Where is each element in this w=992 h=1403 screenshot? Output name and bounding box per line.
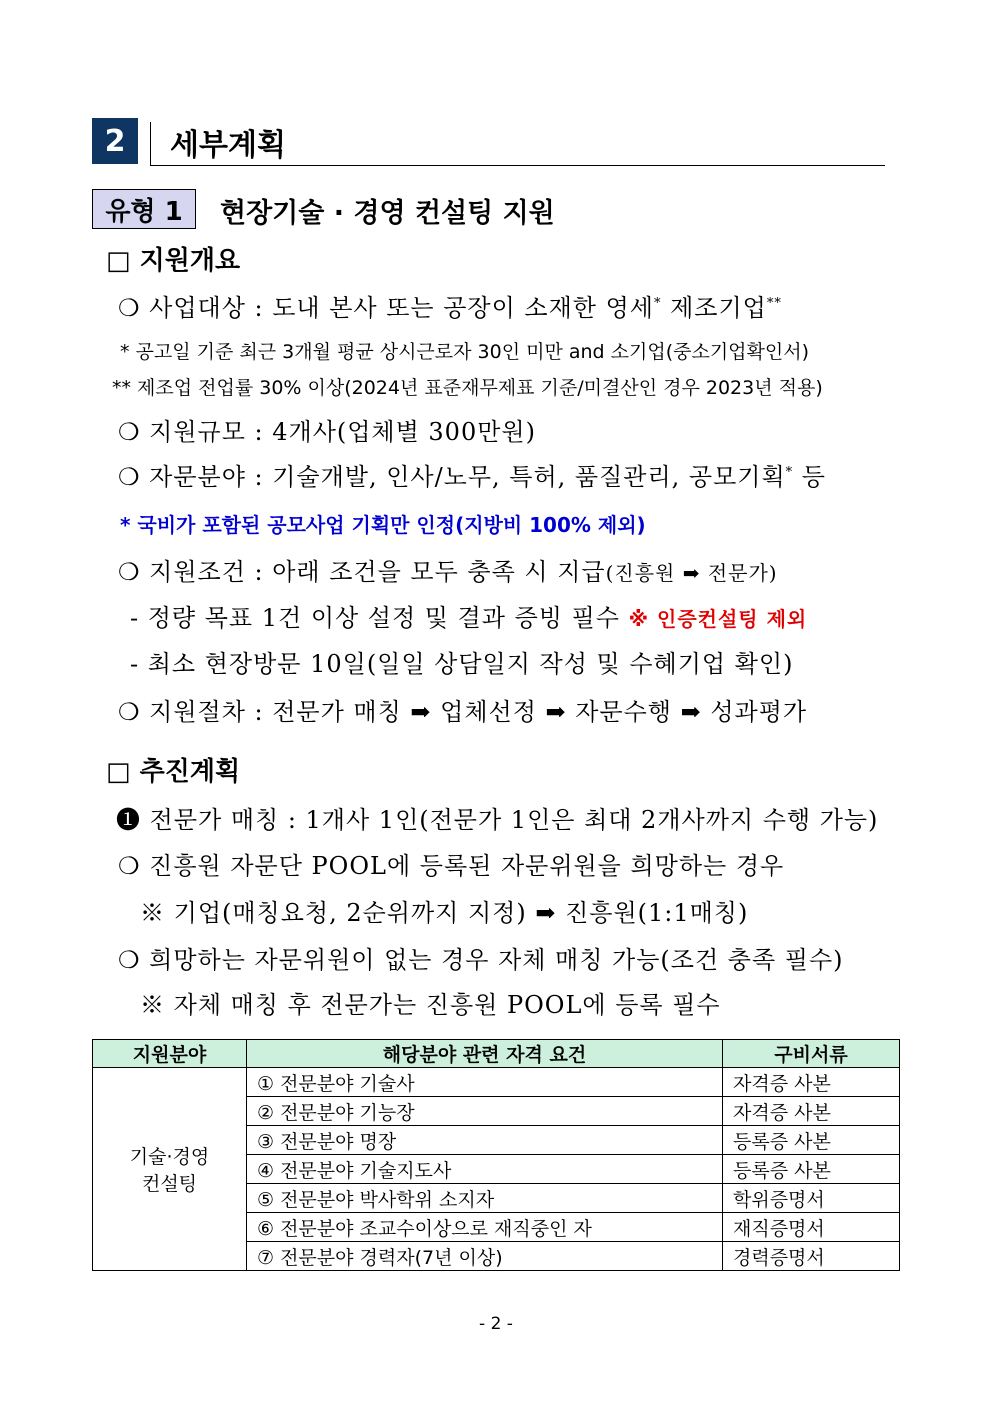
condition-line bbox=[118, 552, 778, 587]
footnote-mark: * bbox=[653, 296, 662, 311]
document-cell: 학위증명서 bbox=[723, 1184, 900, 1213]
text: 지원절차 : 전문가 매칭 ➡ 업체선정 ➡ 자문수행 ➡ 성과평가 bbox=[149, 698, 808, 726]
field-cell bbox=[93, 1068, 247, 1271]
scale-line bbox=[118, 412, 536, 447]
text: 지원규모 : 4개사(업체별 300만원) bbox=[149, 418, 536, 446]
type-badge: 유형 1 bbox=[92, 189, 196, 229]
column-header: 구비서류 bbox=[723, 1040, 900, 1068]
bullet-icon: ❍ bbox=[118, 463, 141, 491]
footnote-mark: ** bbox=[766, 296, 782, 311]
document-cell: 등록증 사본 bbox=[723, 1126, 900, 1155]
document-cell: 등록증 사본 bbox=[723, 1155, 900, 1184]
section-number: 2 bbox=[92, 118, 138, 164]
requirement-cell: ① 전문분야 기술사 bbox=[247, 1068, 723, 1097]
plan-item-3-note: ※ 자체 매칭 후 전문가는 진흥원 POOL에 등록 필수 bbox=[140, 991, 721, 1019]
column-header: 지원분야 bbox=[93, 1040, 247, 1068]
page-number: - 2 - bbox=[479, 1314, 513, 1334]
text: 등 bbox=[793, 463, 826, 491]
document-cell: 경력증명서 bbox=[723, 1242, 900, 1271]
procedure-line bbox=[118, 692, 807, 727]
column-header: 해당분야 관련 자격 요건 bbox=[247, 1040, 723, 1068]
plan-item-2-note: ※ 기업(매칭요청, 2순위까지 지정) ➡ 진흥원(1:1매칭) bbox=[140, 899, 749, 927]
text: 기술·경영 bbox=[129, 1146, 210, 1168]
plan-item-3 bbox=[118, 940, 844, 975]
field-line bbox=[118, 457, 826, 492]
bullet-icon: ❍ bbox=[118, 946, 141, 974]
qualification-table bbox=[92, 1039, 900, 1271]
text: - 정량 목표 1건 이상 설정 및 결과 증빙 필수 bbox=[130, 604, 629, 632]
table-row bbox=[93, 1068, 900, 1097]
footnote-mark: * bbox=[785, 465, 794, 480]
bullet-icon: ❍ bbox=[118, 294, 141, 322]
section-title: 세부계획 bbox=[170, 128, 286, 163]
type-title: 현장기술 · 경영 컨설팅 지원 bbox=[220, 198, 555, 229]
text: 사업대상 : 도내 본사 또는 공장이 소재한 영세 bbox=[149, 294, 654, 322]
bullet-icon: ❍ bbox=[118, 558, 141, 586]
requirement-cell: ④ 전문분야 기술지도사 bbox=[247, 1155, 723, 1184]
requirement-cell: ⑤ 전문분야 박사학위 소지자 bbox=[247, 1184, 723, 1213]
requirement-cell: ⑥ 전문분야 조교수이상으로 재직중인 자 bbox=[247, 1213, 723, 1242]
overview-heading: □ 지원개요 bbox=[106, 246, 241, 276]
plan-item-2 bbox=[118, 846, 784, 881]
number-icon: ❶ bbox=[116, 806, 141, 834]
document-cell: 재직증명서 bbox=[723, 1213, 900, 1242]
bullet-icon: ❍ bbox=[118, 418, 141, 446]
text: 희망하는 자문위원이 없는 경우 자체 매칭 가능(조건 충족 필수) bbox=[149, 946, 844, 974]
requirement-cell: ⑦ 전문분야 경력자(7년 이상) bbox=[247, 1242, 723, 1271]
divider bbox=[150, 165, 885, 166]
text: 진흥원 자문단 POOL에 등록된 자문위원을 희망하는 경우 bbox=[149, 852, 785, 880]
exception-note: ※ 인증컨설팅 제외 bbox=[628, 607, 808, 631]
text: 제조기업 bbox=[661, 294, 767, 322]
footnote-2: ** 제조업 전업률 30% 이상(2024년 표준재무제표 기준/미결산인 경우 2023년 적용) bbox=[112, 377, 823, 399]
requirement-cell: ② 전문분야 기능장 bbox=[247, 1097, 723, 1126]
bullet-icon: ❍ bbox=[118, 698, 141, 726]
condition-1 bbox=[130, 598, 807, 633]
bullet-icon: ❍ bbox=[118, 852, 141, 880]
text: 전문가 매칭 : 1개사 1인(전문가 1인은 최대 2개사까지 수행 가능) bbox=[149, 806, 879, 834]
footnote-1: * 공고일 기준 최근 3개월 평균 상시근로자 30인 미만 and 소기업(중소기업확인서) bbox=[120, 341, 809, 363]
text: 컨설팅 bbox=[141, 1173, 198, 1195]
text: (진흥원 ➡ 전문가) bbox=[605, 561, 778, 585]
plan-item-1 bbox=[116, 800, 878, 835]
table-header-row bbox=[93, 1040, 900, 1068]
document-cell: 자격증 사본 bbox=[723, 1097, 900, 1126]
text: 지원조건 : 아래 조건을 모두 충족 시 지급 bbox=[149, 558, 606, 586]
plan-heading: □ 추진계획 bbox=[106, 757, 241, 787]
divider bbox=[150, 122, 151, 166]
text: 자문분야 : 기술개발, 인사/노무, 특허, 품질관리, 공모기획 bbox=[149, 463, 786, 491]
target-line bbox=[118, 288, 782, 323]
condition-2: - 최소 현장방문 10일(일일 상담일지 작성 및 수혜기업 확인) bbox=[130, 650, 794, 678]
document-cell: 자격증 사본 bbox=[723, 1068, 900, 1097]
requirement-cell: ③ 전문분야 명장 bbox=[247, 1126, 723, 1155]
field-note: * 국비가 포함된 공모사업 기획만 인정(지방비 100% 제외) bbox=[120, 513, 646, 537]
